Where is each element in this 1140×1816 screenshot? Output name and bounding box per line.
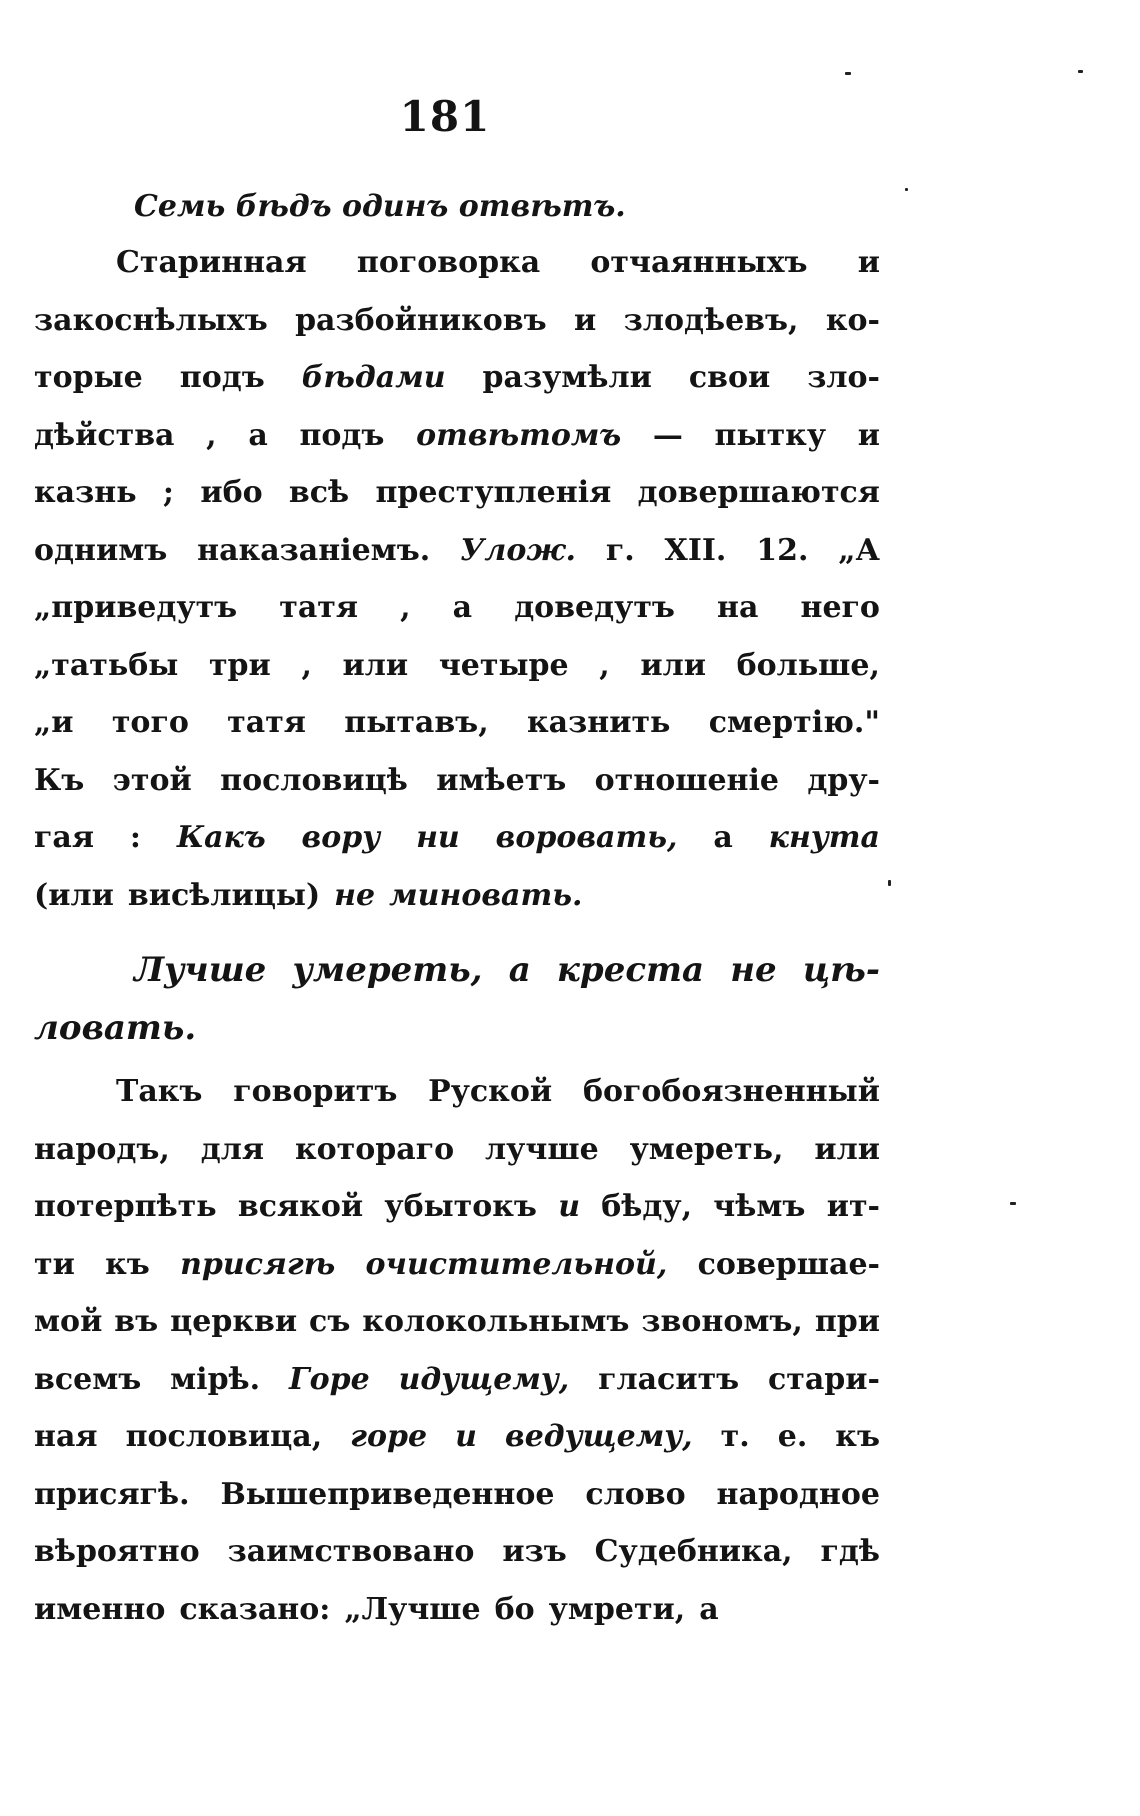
word: звономъ, — [641, 1304, 803, 1339]
word: и — [857, 245, 880, 280]
word: ит- — [826, 1189, 880, 1224]
word: ни — [416, 820, 460, 855]
text-line — [34, 579, 880, 637]
word: преступленія — [375, 475, 612, 510]
word: зло- — [807, 360, 880, 395]
word: , — [400, 590, 411, 625]
word: миновать. — [389, 877, 583, 913]
word: всемъ — [34, 1361, 142, 1397]
word: чѣмъ — [713, 1189, 806, 1224]
word: (или — [34, 877, 114, 913]
word: довершаются — [637, 475, 880, 510]
word: отвѣтомъ — [416, 417, 622, 453]
page-text — [34, 180, 880, 1638]
section-1-body — [34, 234, 880, 924]
word: Судебника, — [594, 1534, 793, 1569]
word: ко- — [825, 302, 880, 338]
page-number: 181 — [399, 92, 491, 141]
text-line — [34, 867, 880, 925]
word: и — [857, 417, 880, 453]
word: умрети, — [548, 1591, 686, 1627]
text-line — [34, 292, 880, 350]
text-line — [34, 1063, 880, 1121]
word: 12. — [756, 532, 809, 568]
word: дру- — [807, 762, 880, 798]
word: къ — [105, 1246, 150, 1282]
word: цѣ- — [802, 950, 880, 990]
word: три — [208, 647, 271, 683]
word: свои — [688, 360, 771, 395]
text-line — [34, 1121, 880, 1179]
word: , — [206, 417, 217, 453]
word: или — [640, 647, 706, 683]
scan-speck — [905, 188, 908, 191]
word: а — [508, 950, 531, 990]
text-line — [34, 637, 880, 695]
word: ная — [34, 1419, 98, 1454]
word: Руской — [428, 1074, 553, 1109]
word: мірѣ. — [170, 1361, 261, 1397]
word: подъ — [299, 417, 385, 453]
text-line — [34, 1523, 880, 1581]
word: съ — [309, 1304, 351, 1339]
word: ти — [34, 1246, 75, 1282]
word: дѣйства — [34, 417, 175, 453]
word: или — [814, 1131, 880, 1167]
word: вѣроятно — [34, 1534, 200, 1569]
proverb-heading-line — [34, 942, 880, 1000]
word: лучше — [485, 1131, 599, 1167]
text-line — [34, 522, 880, 580]
word: „татьбы — [34, 647, 179, 683]
word: того — [111, 705, 189, 740]
word: „приведутъ — [34, 590, 238, 625]
word: казнь — [34, 475, 137, 510]
word: смертію." — [708, 705, 880, 740]
word: совершае- — [697, 1246, 880, 1282]
word: умереть, — [292, 950, 483, 990]
word: богобоязненный — [582, 1074, 880, 1109]
word: очистительной, — [365, 1246, 668, 1282]
word: гая — [34, 820, 94, 855]
word: сказано: — [179, 1591, 331, 1627]
text-line — [34, 1581, 880, 1639]
word: и — [455, 1419, 477, 1454]
text-line — [34, 234, 880, 292]
word: пытку — [714, 417, 827, 453]
text-line — [34, 694, 880, 752]
word: Вышеприведенное — [220, 1476, 555, 1512]
word: четыре — [438, 647, 569, 683]
scan-speck — [1010, 1202, 1016, 1205]
word: наказаніемъ. — [197, 532, 431, 568]
word: этой — [112, 762, 192, 798]
word: имѣетъ — [436, 762, 567, 798]
word: церкви — [170, 1304, 298, 1339]
word: е. — [777, 1419, 808, 1454]
word: присягѣ. — [34, 1476, 190, 1512]
word: т. — [720, 1419, 750, 1454]
word: татя — [227, 705, 306, 740]
word: а — [699, 1591, 719, 1627]
word: заимствовано — [227, 1534, 475, 1569]
word: не — [730, 950, 777, 990]
word: злодѣевъ, — [623, 302, 799, 338]
word: всякой — [237, 1189, 364, 1224]
word: гласитъ — [598, 1361, 740, 1397]
word: воровать, — [495, 820, 678, 855]
word: висѣлицы) — [127, 877, 321, 913]
word: Старинная — [116, 245, 307, 280]
word: именно — [34, 1591, 166, 1627]
word: поговорка — [356, 245, 541, 280]
word: убытокъ — [384, 1189, 537, 1224]
word: кнута — [768, 820, 880, 855]
word: „Лучше — [344, 1591, 481, 1627]
word: „А — [838, 532, 880, 568]
word: : — [129, 820, 141, 855]
word: и — [574, 302, 597, 338]
word: пытавъ, — [344, 705, 489, 740]
word: при — [814, 1304, 880, 1339]
word: колокольнымъ — [362, 1304, 630, 1339]
word: „и — [34, 705, 74, 740]
word: стари- — [768, 1361, 880, 1397]
word: Къ — [34, 762, 85, 798]
scan-speck — [888, 880, 891, 886]
word: а — [452, 590, 473, 625]
word: а — [713, 820, 733, 855]
word: слово — [585, 1476, 686, 1512]
word: идущему, — [398, 1361, 570, 1397]
proverb-heading-2 — [34, 942, 880, 1057]
word: всѣ — [288, 475, 350, 510]
word: креста — [556, 950, 705, 990]
word: а — [248, 417, 268, 453]
word: закоснѣлыхъ — [34, 302, 268, 338]
word: пословицѣ — [220, 762, 408, 798]
word: XII. — [664, 532, 727, 568]
word: подъ — [179, 360, 265, 395]
word: , — [599, 647, 610, 683]
word: въ — [114, 1304, 159, 1339]
word: умереть, — [629, 1131, 784, 1167]
text-line — [34, 809, 880, 867]
word: отчаянныхъ — [590, 245, 808, 280]
word: пословица, — [125, 1419, 323, 1454]
word: говоритъ — [233, 1074, 398, 1109]
word: народное — [716, 1476, 880, 1512]
word: гдѣ — [820, 1534, 880, 1569]
word: ловать. — [34, 1007, 197, 1048]
word: него — [800, 590, 880, 625]
text-line — [34, 1293, 880, 1351]
text-line — [34, 1236, 880, 1294]
word: разумѣли — [482, 360, 652, 395]
word: бо — [494, 1591, 535, 1627]
proverb-heading-1: Семь бѣдъ одинъ отвѣтъ. — [134, 189, 626, 224]
text-line — [34, 1178, 880, 1236]
text-line — [34, 349, 880, 407]
word: Горе — [288, 1361, 370, 1397]
text-line — [34, 1408, 880, 1466]
word: ибо — [200, 475, 263, 510]
word: казнить — [526, 705, 671, 740]
word: на — [717, 590, 759, 625]
word: — — [652, 417, 683, 453]
word: изъ — [502, 1534, 567, 1569]
word: татя — [279, 590, 359, 625]
word: Улож. — [460, 532, 576, 568]
text-line — [34, 752, 880, 810]
section-2-body — [34, 1063, 880, 1638]
text-line — [34, 1351, 880, 1409]
word: для — [200, 1131, 265, 1167]
text-line — [34, 407, 880, 465]
word: , — [301, 647, 312, 683]
word: потерпѣть — [34, 1189, 217, 1224]
word: г. — [605, 532, 635, 568]
word: Лучше — [134, 950, 267, 990]
word: Такъ — [116, 1074, 203, 1109]
word: мой — [34, 1304, 103, 1339]
word: ведущему, — [505, 1419, 693, 1454]
word: горе — [350, 1419, 428, 1454]
word: разбойниковъ — [295, 302, 547, 338]
word: больше, — [736, 647, 880, 683]
word: доведутъ — [514, 590, 675, 625]
text-line — [34, 464, 880, 522]
scan-speck — [1078, 70, 1083, 73]
text-line — [34, 1466, 880, 1524]
word: однимъ — [34, 532, 168, 568]
word: ; — [162, 475, 174, 510]
word: котораго — [295, 1131, 455, 1167]
word: торые — [34, 360, 143, 395]
word: Какъ — [176, 820, 266, 855]
word: вору — [301, 820, 381, 855]
word: или — [342, 647, 409, 683]
word: присягѣ — [180, 1246, 336, 1282]
word: къ — [835, 1419, 880, 1454]
word: отношеніе — [594, 762, 779, 798]
proverb-heading-line — [34, 1000, 880, 1058]
word: бѣду, — [601, 1189, 693, 1224]
scan-speck — [845, 72, 851, 75]
word: и — [558, 1189, 581, 1224]
word: не — [334, 877, 376, 913]
word: бѣдами — [301, 360, 446, 395]
word: народъ, — [34, 1131, 170, 1167]
